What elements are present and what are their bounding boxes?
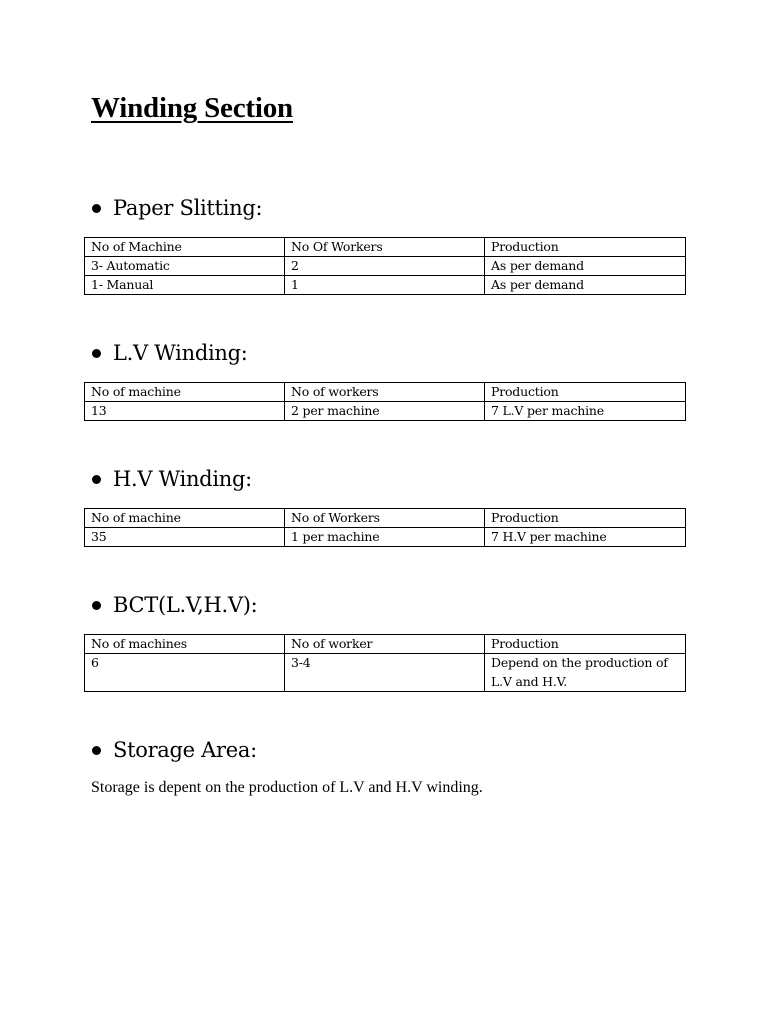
table-cell: 1 (285, 276, 485, 295)
table-cell: As per demand (485, 276, 686, 295)
table-row (85, 654, 686, 692)
bullet-icon (92, 601, 101, 610)
table-header-cell: Production (485, 635, 686, 654)
section-heading-text: H.V Winding: (113, 467, 252, 491)
table-cell: 7 L.V per machine (485, 402, 686, 421)
bullet-icon (92, 475, 101, 484)
section-heading-bct (89, 593, 257, 617)
table-header-cell: No of machines (85, 635, 285, 654)
table-cell: 7 H.V per machine (485, 528, 686, 547)
bullet-icon (92, 204, 101, 213)
table-cell: 3-4 (285, 654, 485, 692)
bullet-icon (92, 349, 101, 358)
table-header-cell: No of Machine (85, 238, 285, 257)
table-cell: 35 (85, 528, 285, 547)
section-heading-text: Storage Area: (113, 738, 257, 762)
section-heading-text: Paper Slitting: (113, 196, 263, 220)
table-header-cell: No of worker (285, 635, 485, 654)
table-row (85, 257, 686, 276)
table-cell: 2 (285, 257, 485, 276)
section-heading-paper-slitting (89, 196, 262, 220)
section-heading-storage-area (89, 738, 257, 762)
table-header-cell: No Of Workers (285, 238, 485, 257)
section-heading-text: BCT(L.V,H.V): (113, 593, 258, 617)
table-cell: Depend on the production of L.V and H.V. (485, 654, 686, 692)
table-header-cell: No of workers (285, 383, 485, 402)
storage-description: Storage is depent on the production of L.V and H.V winding. (91, 779, 483, 796)
table-header-cell: No of machine (85, 383, 285, 402)
table-header-cell: No of machine (85, 509, 285, 528)
table-header-cell: Production (485, 383, 686, 402)
bct-table (84, 634, 686, 692)
hv-winding-table (84, 508, 686, 547)
table-header-row (85, 509, 686, 528)
table-row (85, 528, 686, 547)
table-cell: 2 per machine (285, 402, 485, 421)
table-cell: As per demand (485, 257, 686, 276)
table-header-row (85, 383, 686, 402)
table-cell: 6 (85, 654, 285, 692)
table-cell: 3- Automatic (85, 257, 285, 276)
section-heading-hv-winding (89, 467, 252, 491)
lv-winding-table (84, 382, 686, 421)
table-cell: 13 (85, 402, 285, 421)
table-row (85, 402, 686, 421)
table-cell: 1 per machine (285, 528, 485, 547)
table-header-row (85, 238, 686, 257)
table-header-cell: No of Workers (285, 509, 485, 528)
section-heading-text: L.V Winding: (113, 341, 248, 365)
table-header-row (85, 635, 686, 654)
bullet-icon (92, 746, 101, 755)
page-title: Winding Section (91, 92, 293, 124)
paper-slitting-table (84, 237, 686, 295)
table-cell: 1- Manual (85, 276, 285, 295)
table-header-cell: Production (485, 238, 686, 257)
table-header-cell: Production (485, 509, 686, 528)
section-heading-lv-winding (89, 341, 248, 365)
table-row (85, 276, 686, 295)
